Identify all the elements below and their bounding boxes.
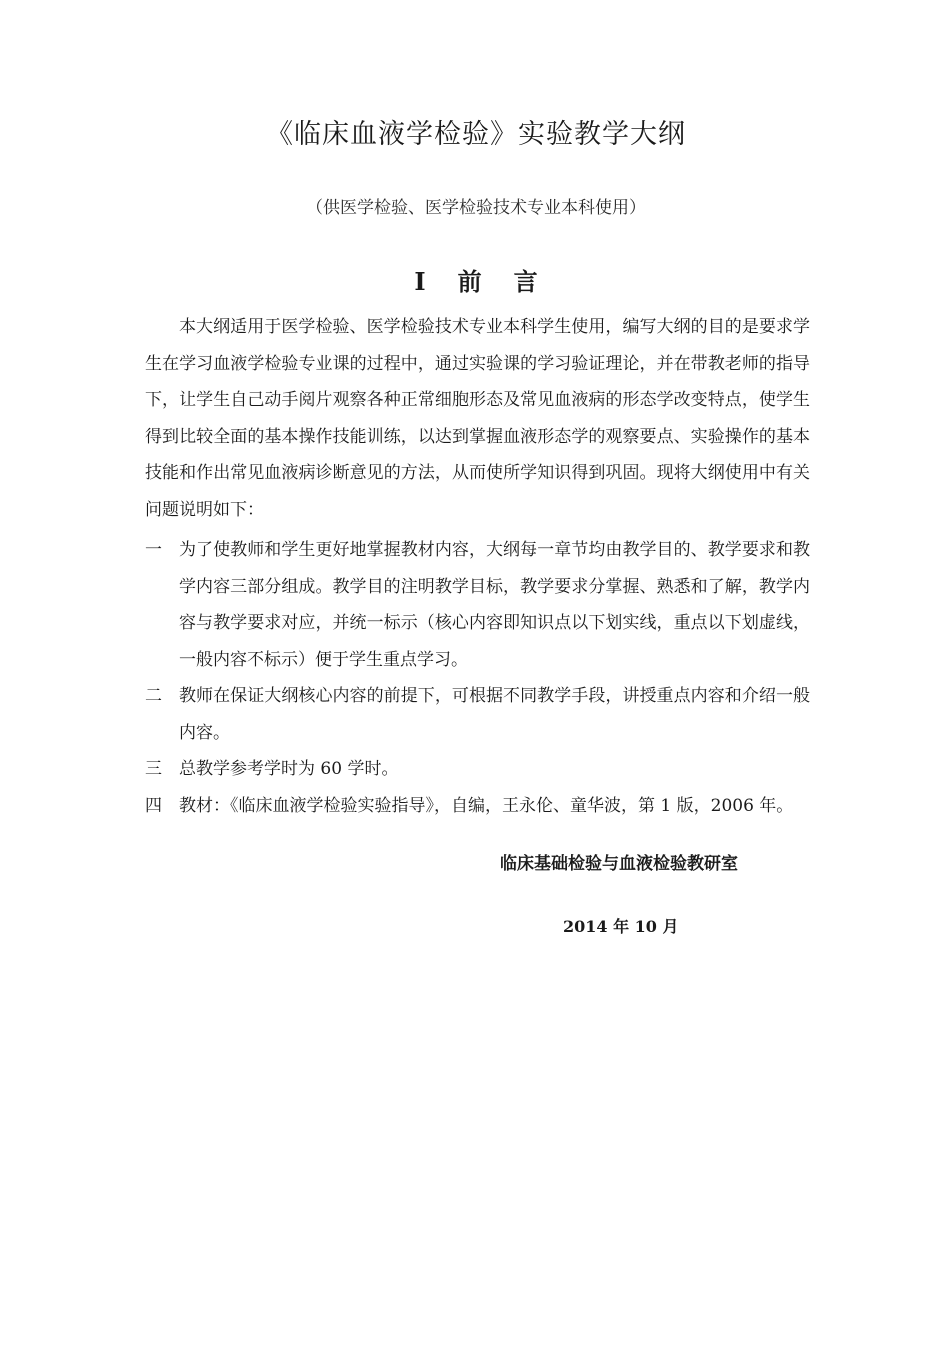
section-word-2: 言 — [513, 267, 538, 296]
list-item-number: 四 — [145, 795, 162, 816]
document-subtitle: （供医学检验、医学检验技术专业本科使用） — [306, 198, 646, 218]
list-item-number: 三 — [145, 759, 162, 779]
notes-list — [145, 532, 810, 824]
list-item — [145, 678, 810, 751]
list-item-number: 一 — [145, 540, 162, 560]
section-word-1: 前 — [457, 267, 482, 296]
department-signature: 临床基础检验与血液检验教研室 — [500, 854, 738, 874]
list-item-text: 总教学参考学时为 60 学时。 — [179, 759, 399, 779]
list-item-number: 二 — [145, 686, 162, 706]
document-title: 《临床血液学检验》实验教学大纲 — [266, 119, 686, 150]
list-item-text: 教材：《临床血液学检验实验指导》，自编，王永伦、童华波，第 1 版，2006 年。 — [179, 795, 794, 816]
section-numeral: I — [414, 267, 426, 296]
list-item — [145, 751, 810, 788]
intro-paragraph: 本大纲适用于医学检验、医学检验技术专业本科学生使用，编写大纲的目的是要求学生在学习血液学检验专业课的过程中，通过实验课的学习验证理论，并在带教老师的指导下，让学生自己动手阅片观察各种正常细胞形态及常见血液病的形态学改变特点，使学生得到比较全面的基本操作技能训练，以达到掌握血液形态学的观察要点、实验操作的基本技能和作出常见血液病诊断意见的方法，从而使所学知识得到巩固。现将大纲使用中有关问题说明如下： — [145, 317, 810, 520]
section-heading — [0, 262, 952, 297]
list-item — [145, 532, 810, 678]
list-item-text: 为了使教师和学生更好地掌握教材内容，大纲每一章节均由教学目的、教学要求和教学内容三部分组成。教学目的注明教学目标，教学要求分掌握、熟悉和了解，教学内容与教学要求对应，并统一标示（核心内容即知识点以下划实线，重点以下划虚线，一般内容不标示）便于学生重点学习。 — [179, 540, 810, 670]
list-item-text: 教师在保证大纲核心内容的前提下，可根据不同教学手段，讲授重点内容和介绍一般内容。 — [179, 686, 810, 743]
signature-date: 2014 年 10 月 — [563, 917, 679, 936]
list-item — [145, 788, 810, 825]
